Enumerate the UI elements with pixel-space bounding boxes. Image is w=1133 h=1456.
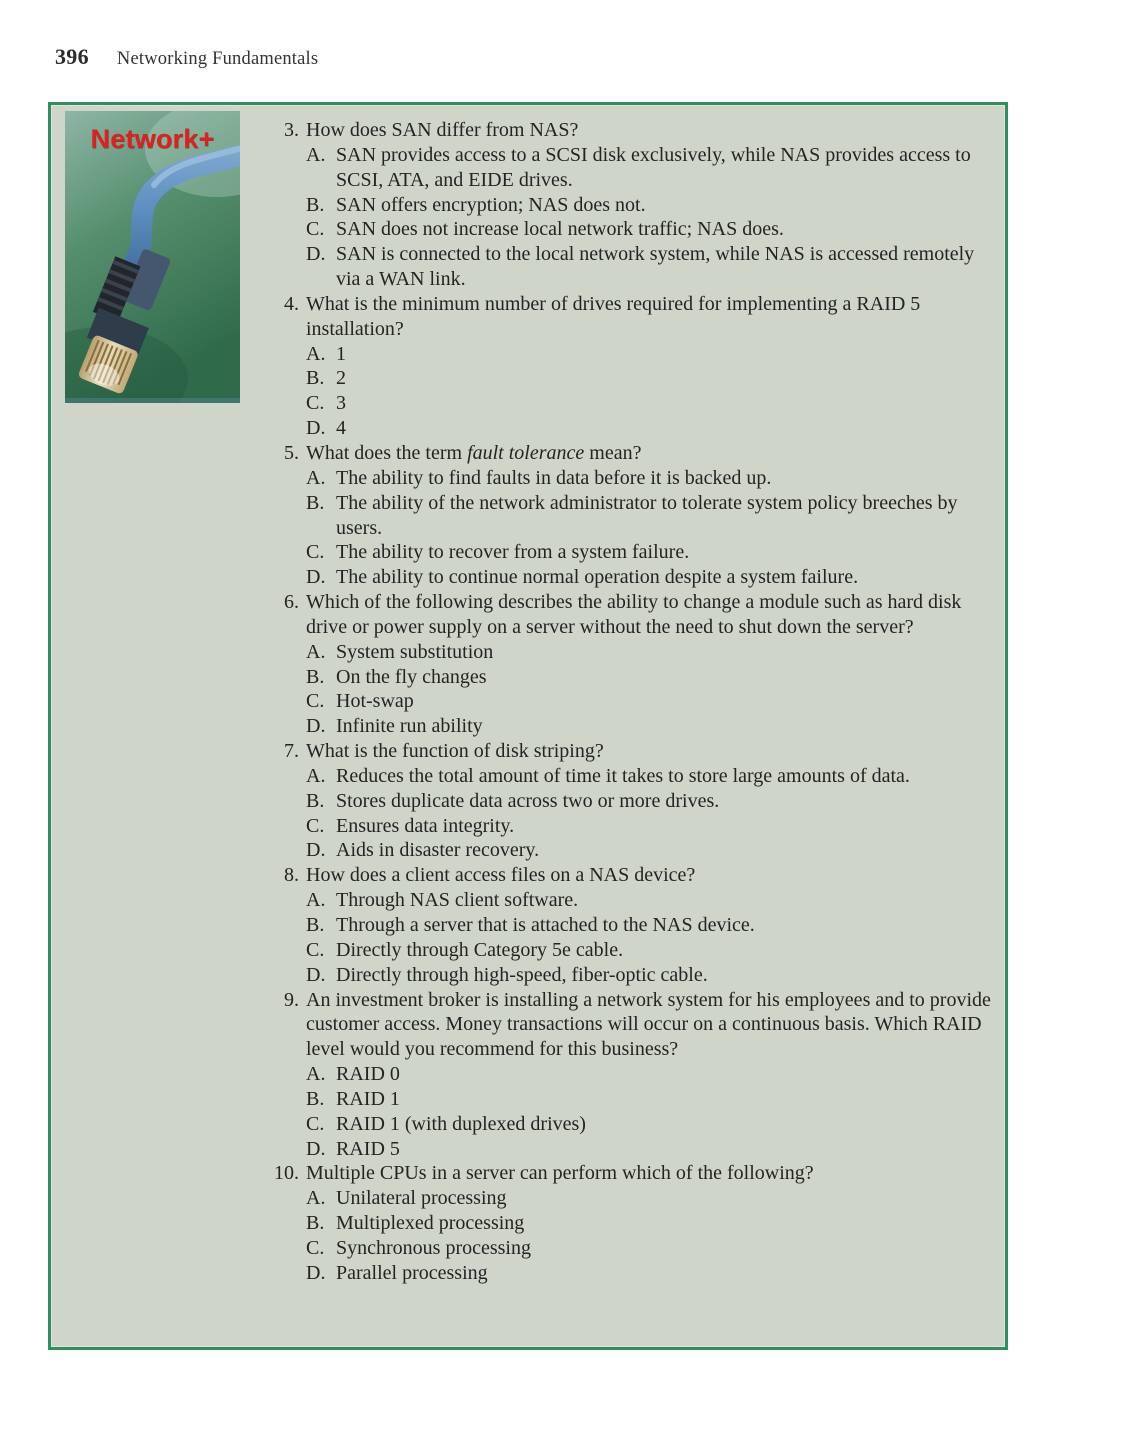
option-text: Through a server that is attached to the NAS device.	[336, 914, 755, 936]
answer-option	[306, 466, 1001, 491]
question-body	[306, 988, 1001, 1162]
answer-option	[306, 1236, 1001, 1261]
answer-option	[306, 342, 1001, 367]
option-letter: A.	[306, 1063, 326, 1086]
option-letter: B.	[306, 789, 325, 812]
question-text-italic-term: fault tolerance	[467, 441, 585, 464]
question-text: What is the function of disk striping?	[306, 740, 604, 763]
option-letter: A.	[306, 1187, 326, 1210]
network-plus-label: Network+	[90, 124, 215, 154]
question-number: 3.	[284, 119, 299, 141]
answer-option	[306, 640, 1001, 665]
question-number: 6.	[284, 591, 299, 614]
answer-option	[306, 540, 1001, 565]
answer-option	[306, 789, 1001, 814]
option-letter: B.	[306, 193, 325, 216]
page-header	[55, 44, 318, 70]
option-letter: A.	[306, 143, 326, 166]
option-text: Parallel processing	[336, 1261, 488, 1284]
question-item	[267, 739, 1001, 863]
option-letter: C.	[306, 814, 325, 837]
answer-option	[306, 143, 1001, 193]
answer-option	[306, 491, 1001, 541]
option-text: SAN provides access to a SCSI disk exclusively, while NAS provides access to SCSI, ATA, and EIDE drives.	[336, 143, 971, 191]
option-text: SAN does not increase local network traffic; NAS does.	[336, 218, 784, 241]
question-text-part: What does the term	[306, 441, 468, 464]
answer-option	[306, 938, 1001, 963]
question-number: 4.	[284, 292, 299, 315]
option-letter: A.	[306, 342, 326, 365]
option-letter: D.	[306, 243, 326, 266]
option-text: The ability to continue normal operation despite a system failure.	[336, 566, 859, 589]
option-letter: D.	[306, 839, 326, 862]
option-letter: B.	[306, 1087, 325, 1110]
option-letter: A.	[306, 466, 326, 489]
answer-option	[306, 714, 1001, 739]
answer-option	[306, 366, 1001, 391]
option-letter: A.	[306, 764, 326, 787]
answer-option	[306, 814, 1001, 839]
option-text: The ability to find faults in data before it is backed up.	[336, 466, 772, 489]
option-letter: C.	[306, 1236, 325, 1259]
option-text: The ability to recover from a system failure.	[336, 541, 690, 564]
answer-option	[306, 1087, 1001, 1112]
option-text: SAN is connected to the local network system, while NAS is accessed remotely via a WAN link.	[336, 243, 975, 291]
option-text: System substitution	[336, 640, 494, 663]
option-text: 1	[336, 342, 346, 365]
review-questions-box	[48, 102, 1008, 1350]
answer-option	[306, 1062, 1001, 1087]
option-text: Infinite run ability	[336, 715, 483, 738]
question-body	[306, 118, 1001, 292]
option-letter: D.	[306, 715, 326, 738]
option-letter: B.	[306, 367, 325, 390]
option-text: On the fly changes	[336, 665, 487, 688]
question-item	[267, 590, 1001, 739]
option-text: RAID 0	[336, 1063, 400, 1086]
option-letter: C.	[306, 541, 325, 564]
question-number: 10.	[274, 1162, 299, 1185]
option-letter: B.	[306, 665, 325, 688]
question-body	[306, 292, 1001, 441]
running-head: Networking Fundamentals	[116, 49, 319, 69]
answer-option	[306, 565, 1001, 590]
question-text: Which of the following describes the ability to change a module such as hard disk drive or power supply on a server without the need to shut down the server?	[306, 591, 962, 638]
option-letter: C.	[306, 218, 325, 241]
question-number: 5.	[284, 441, 299, 464]
option-text: 2	[336, 367, 346, 390]
network-plus-logo	[65, 111, 240, 403]
answer-option	[306, 913, 1001, 938]
question-item	[267, 988, 1001, 1162]
option-text: Through NAS client software.	[336, 889, 579, 912]
answer-option	[306, 963, 1001, 988]
option-letter: D.	[306, 963, 326, 986]
question-number: 8.	[284, 864, 299, 887]
option-letter: A.	[306, 889, 326, 912]
option-text: Aids in disaster recovery.	[336, 839, 540, 862]
option-text: Multiplexed processing	[336, 1212, 525, 1235]
option-text: The ability of the network administrator to tolerate system policy breeches by users.	[336, 491, 958, 539]
option-text: 3	[336, 392, 346, 415]
option-text: Hot-swap	[336, 690, 414, 713]
option-text: Synchronous processing	[336, 1236, 531, 1259]
option-letter: D.	[306, 1261, 326, 1284]
option-letter: C.	[306, 1112, 325, 1135]
option-text: RAID 1 (with duplexed drives)	[336, 1112, 586, 1135]
option-letter: B.	[306, 491, 325, 514]
question-body	[306, 739, 1001, 863]
option-text: 4	[336, 417, 346, 440]
page-number: 396	[55, 44, 89, 69]
answer-option	[306, 764, 1001, 789]
option-text: Directly through Category 5e cable.	[336, 938, 624, 961]
answer-option	[306, 217, 1001, 242]
question-body	[306, 590, 1001, 739]
answer-option	[306, 242, 1001, 292]
option-text: Ensures data integrity.	[336, 814, 515, 837]
answer-option	[306, 1112, 1001, 1137]
option-letter: C.	[306, 690, 325, 713]
question-list	[267, 118, 1001, 1286]
option-letter: C.	[306, 938, 325, 961]
option-text: RAID 1	[336, 1087, 400, 1110]
answer-option	[306, 665, 1001, 690]
option-text: Reduces the total amount of time it takes to store large amounts of data.	[336, 764, 910, 787]
answer-option	[306, 888, 1001, 913]
answer-option	[306, 1211, 1001, 1236]
answer-option	[306, 689, 1001, 714]
option-text: Stores duplicate data across two or more drives.	[336, 789, 720, 812]
question-body	[306, 863, 1001, 987]
question-text: How does SAN differ from NAS?	[306, 119, 579, 141]
question-item	[267, 118, 1001, 292]
question-item	[267, 1161, 1001, 1285]
option-text: RAID 5	[336, 1137, 400, 1160]
option-text: SAN offers encryption; NAS does not.	[336, 193, 646, 216]
answer-option	[306, 193, 1001, 218]
answer-option	[306, 391, 1001, 416]
option-letter: C.	[306, 392, 325, 415]
question-item	[267, 292, 1001, 441]
question-item	[267, 441, 1001, 590]
question-number: 7.	[284, 740, 299, 763]
option-letter: A.	[306, 640, 326, 663]
question-text: What is the minimum number of drives required for implementing a RAID 5 installation?	[306, 292, 921, 340]
option-text: Directly through high-speed, fiber-optic cable.	[336, 963, 708, 986]
question-item	[267, 863, 1001, 987]
option-letter: B.	[306, 1212, 325, 1235]
option-letter: D.	[306, 417, 326, 440]
option-letter: B.	[306, 914, 325, 936]
answer-option	[306, 1137, 1001, 1162]
question-body	[306, 1161, 1001, 1285]
question-text: How does a client access files on a NAS device?	[306, 864, 696, 887]
question-text	[306, 441, 1001, 466]
answer-option	[306, 416, 1001, 441]
question-number: 9.	[284, 988, 299, 1011]
answer-option	[306, 838, 1001, 863]
answer-option	[306, 1261, 1001, 1286]
option-text: Unilateral processing	[336, 1187, 507, 1210]
question-text-part: mean?	[584, 441, 642, 464]
question-text: Multiple CPUs in a server can perform which of the following?	[306, 1162, 814, 1185]
question-text: An investment broker is installing a network system for his employees and to provide customer access. Money transactions will occur on a continuous basis. Which RAID level would you recommend for this business?	[306, 988, 991, 1061]
option-letter: D.	[306, 566, 326, 589]
question-body	[306, 441, 1001, 590]
answer-option	[306, 1186, 1001, 1211]
option-letter: D.	[306, 1137, 326, 1160]
